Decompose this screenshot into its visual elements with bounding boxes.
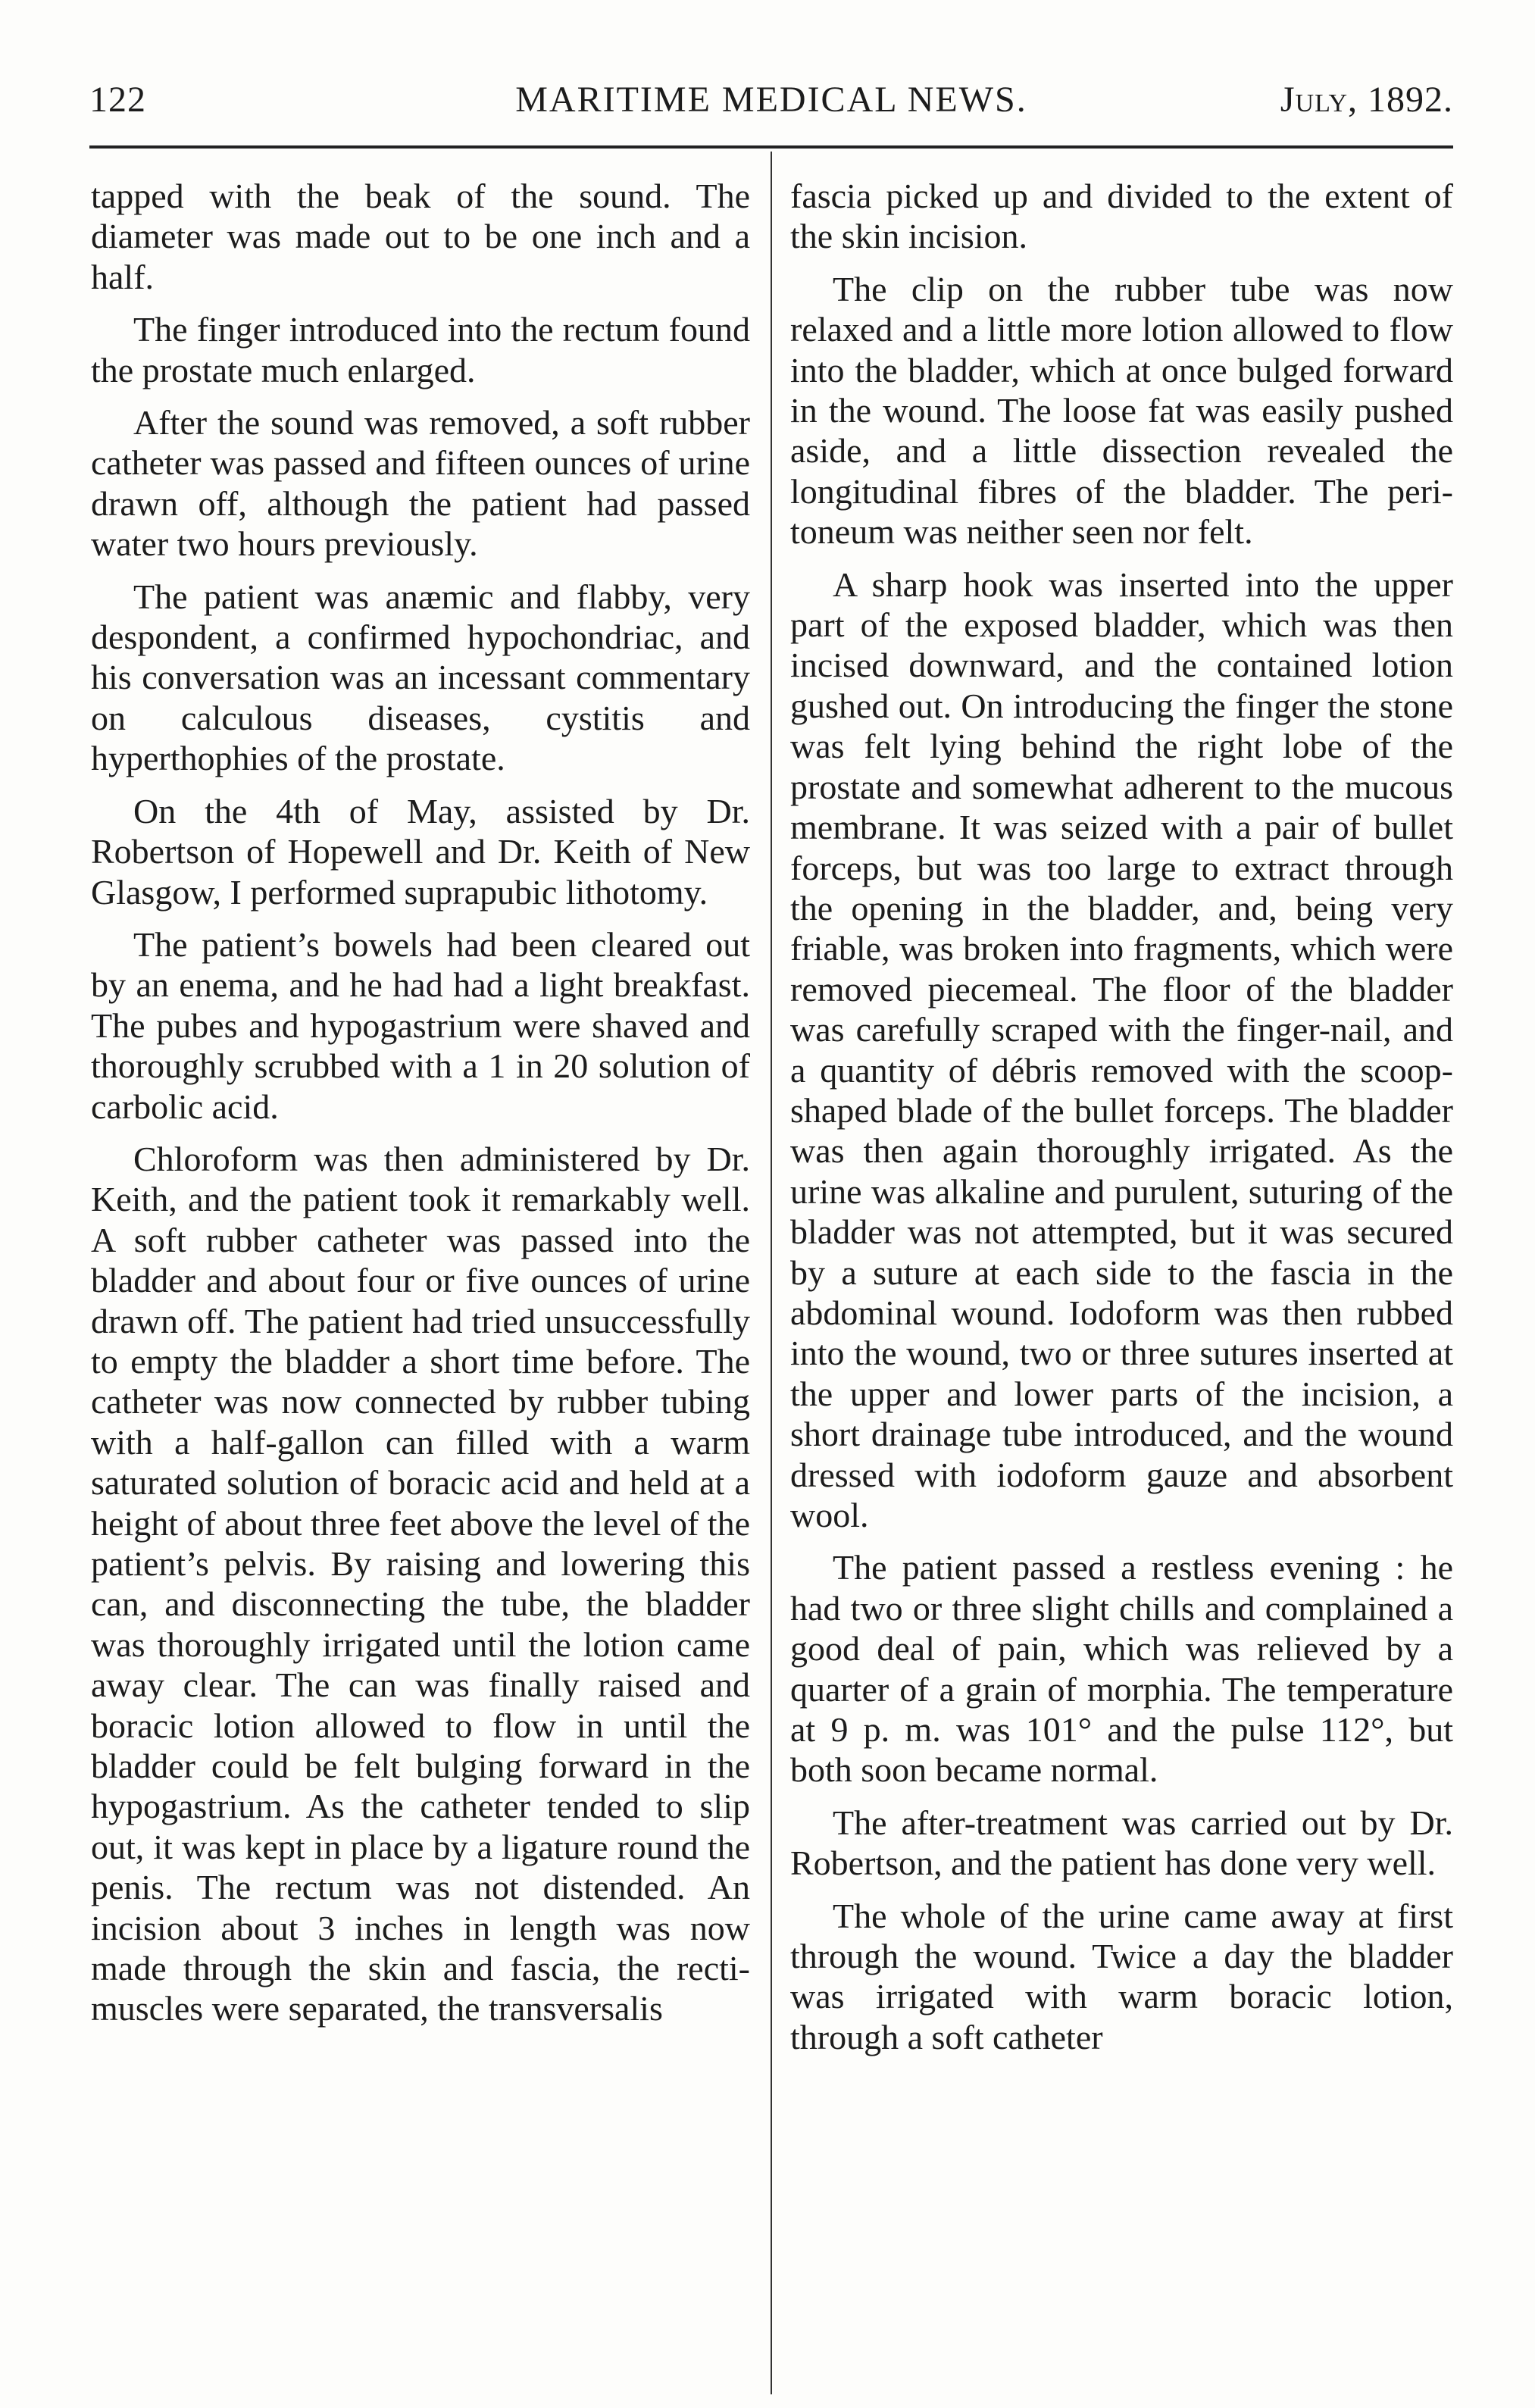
page-number: 122 (89, 80, 146, 120)
paragraph: The whole of the urine came away at first through the wound. Twice a day the bladder was irrigated with warm boracic lotion, through a soft catheter (790, 1896, 1453, 2056)
paragraph: The patient’s bowels had been cleared out by an enema, and he had had a light breakfast. The pubes and hypogastrium were shaved and thoroughly scrubbed with a 1 in 20 solution of carbolic acid. (91, 924, 750, 1126)
paragraph: fascia picked up and divided to the extent of the skin incision. (790, 177, 1453, 256)
paragraph: After the sound was removed, a soft rubber catheter was passed and fifteen ounces of urine drawn off, although the patient had passed water two hours previously. (91, 403, 750, 564)
running-header (89, 79, 1453, 124)
journal-title: MARITIME MEDICAL NEWS. (515, 80, 1027, 120)
paragraph: The after-treatment was carried out by Dr. Robertson, and the patient has done very well. (790, 1803, 1453, 1883)
right-column (790, 176, 1453, 2069)
paragraph: The patient passed a restless evening : he had two or three slight chills and complained a good deal of pain, which was relieved by a quarter of a grain of morphia. The temperature at 9 p. m. was 101° and the pulse 112°, but both soon became normal. (790, 1548, 1453, 1790)
paragraph: On the 4th of May, assisted by Dr. Robertson of Hopewell and Dr. Keith of New Glasgow, I performed suprapubic lithotomy. (91, 791, 750, 912)
paragraph: The finger introduced into the rectum found the prostate much enlarged. (91, 310, 750, 389)
column-divider (771, 152, 772, 2394)
paragraph: The patient was anæmic and flabby, very despondent, a confirmed hypochondriac, and his conversation was an incessant commentary on calculous diseases, cystitis and hyperthophies of the prostate. (91, 577, 750, 778)
left-column (91, 176, 750, 2041)
paragraph: The clip on the rubber tube was now relaxed and a little more lotion allowed to flow into the bladder, which at once bulged forward in the wound. The loose fat was easily pushed aside, and a little dissection revealed the longitudinal fibres of the bladder. The peritoneum was neither seen nor felt. (790, 269, 1453, 552)
header-rule (89, 145, 1453, 149)
paragraph: Chloroform was then administered by Dr. Keith, and the patient took it remarkably well. A soft rubber catheter was passed into the bladder and about four or five ounces of urine drawn off. The patient had tried unsuccessfully to empty the bladder a short time before. The catheter was now connected by rubber tubing with a half-gallon can filled with a warm saturated solution of boracic acid and held at a height of about three feet above the level of the patient’s pelvis. By raising and lowering this can, and disconnecting the tube, the bladder was thoroughly irrigated until the lotion came away clear. The can was finally raised and boracic lotion allowed to flow in until the bladder could be felt bulging forward in the hypogastrium. As the catheter tended to slip out, it was kept in place by a ligature round the penis. The rectum was not distended. An incision about 3 inches in length was now made through the skin and fascia, the rectimuscles were separated, the transversalis (91, 1139, 750, 2028)
issue-date: July, 1892. (1280, 80, 1453, 120)
paragraph: tapped with the beak of the sound. The diameter was made out to be one inch and a half. (91, 177, 750, 296)
paragraph: A sharp hook was inserted into the upper part of the exposed bladder, which was then incised downward, and the contained lotion gushed out. On introducing the finger the stone was felt lying behind the right lobe of the prostate and somewhat adherent to the mucous membrane. It was seized with a pair of bullet forceps, but was too large to extract through the opening in the bladder, and, being very friable, was broken into fragments, which were removed piecemeal. The floor of the bladder was carefully scraped with the finger-nail, and a quantity of débris removed with the scoop-shaped blade of the bullet forceps. The bladder was then again thoroughly irrigated. As the urine was alkaline and purulent, suturing of the bladder was not attempted, but it was secured by a suture at each side to the fascia in the abdominal wound. Iodoform was then rubbed into the wound, two or three sutures inserted at the upper and lower parts of the incision, a short drainage tube introduced, and the wound dressed with iodoform gauze and absorbent wool. (790, 564, 1453, 1534)
